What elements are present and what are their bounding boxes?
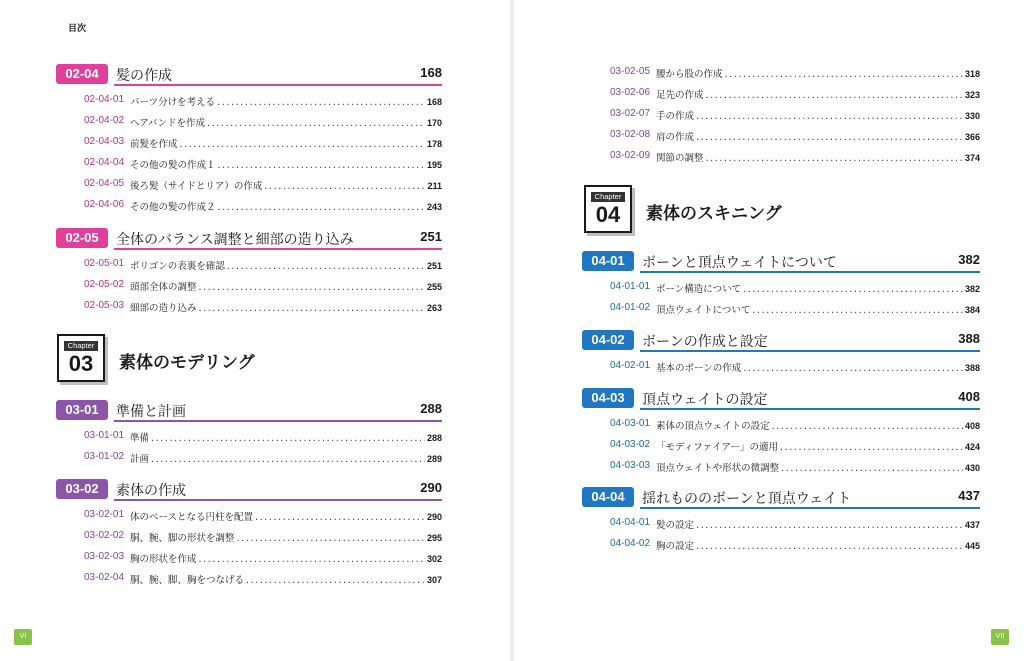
entry-number: 03-02-08: [610, 129, 651, 140]
toc-entry[interactable]: [84, 94, 442, 108]
toc-entry[interactable]: [84, 530, 442, 544]
entry-number: 02-04-05: [84, 178, 125, 189]
section-page: 168: [420, 65, 442, 80]
section-title: 髪の作成: [116, 68, 172, 84]
entry-label: 肩の作成: [656, 132, 695, 143]
entry-page: 437: [964, 520, 980, 530]
section-page: 251: [420, 229, 442, 244]
leader-dots: [696, 541, 963, 552]
entry-page: 382: [964, 284, 980, 294]
leader-dots: [218, 202, 425, 213]
leader-dots: [743, 363, 963, 374]
toc-entry[interactable]: [610, 66, 980, 80]
toc-entry[interactable]: [84, 572, 442, 586]
leader-dots: [772, 421, 963, 432]
leader-dots: [246, 575, 425, 586]
chapter-title: 素体のモデリング: [119, 353, 255, 373]
section-rule: [114, 84, 442, 86]
chapter-box: [584, 185, 632, 233]
entry-page: 263: [426, 303, 442, 313]
entry-number: 03-02-06: [610, 87, 651, 98]
section-rule: [640, 271, 980, 273]
toc-entry[interactable]: [84, 430, 442, 444]
entry-number: 02-05-01: [84, 258, 125, 269]
chapter-box: [57, 334, 105, 382]
leader-dots: [696, 111, 963, 122]
entry-label: 髪の設定: [656, 520, 695, 531]
entry-label: 計画: [130, 454, 150, 465]
entry-number: 03-02-04: [84, 572, 125, 583]
entry-number: 04-04-01: [610, 517, 651, 528]
toc-entry[interactable]: [84, 300, 442, 314]
entry-page: 290: [426, 512, 442, 522]
entry-label: 手の作成: [656, 111, 695, 122]
entry-page: 366: [964, 132, 980, 142]
section-rule: [640, 507, 980, 509]
section-rule: [114, 499, 442, 501]
entry-page: 430: [964, 463, 980, 473]
entry-number: 04-03-02: [610, 439, 651, 450]
leader-dots: [151, 433, 425, 444]
entry-number: 03-02-02: [84, 530, 125, 541]
section-badge: 02-05: [56, 228, 108, 248]
entry-label: ヘアバンドを作成: [130, 118, 205, 129]
toc-entry[interactable]: [610, 439, 980, 453]
entry-label: 頂点ウェイトや形状の微調整: [656, 463, 780, 474]
chapter-title: 素体のスキニング: [646, 204, 782, 224]
entry-label: 頭部全体の調整: [130, 282, 197, 293]
leader-dots: [781, 463, 963, 474]
entry-number: 02-04-02: [84, 115, 125, 126]
leader-dots: [217, 97, 425, 108]
chapter-tag: Chapter: [64, 341, 98, 351]
leader-dots: [199, 554, 425, 565]
section-page: 388: [958, 331, 980, 346]
leader-dots: [218, 160, 425, 171]
entry-number: 03-02-09: [610, 150, 651, 161]
leader-dots: [255, 512, 425, 523]
section-page: 290: [420, 480, 442, 495]
entry-label: 関節の調整: [656, 153, 704, 164]
entry-number: 04-03-01: [610, 418, 651, 429]
entry-number: 03-02-01: [84, 509, 125, 520]
section-rule: [640, 408, 980, 410]
section-title: ボーンの作成と設定: [642, 334, 768, 350]
entry-page: 318: [964, 69, 980, 79]
entry-label: 胸の形状を作成: [130, 554, 197, 565]
entry-page: 424: [964, 442, 980, 452]
entry-label: 胸の設定: [656, 541, 695, 552]
leader-dots: [706, 153, 963, 164]
toc-entry[interactable]: [610, 87, 980, 101]
entry-page: 255: [426, 282, 442, 292]
entry-number: 03-02-07: [610, 108, 651, 119]
chapter-tag: Chapter: [591, 192, 625, 202]
chapter-number: 04: [595, 202, 621, 227]
section-title: 素体の作成: [116, 483, 186, 499]
entry-page: 211: [427, 181, 442, 191]
section-badge: 04-02: [582, 330, 634, 350]
entry-label: ポリゴンの表裏を確認: [130, 261, 225, 272]
toc-entry[interactable]: [610, 281, 980, 295]
entry-page: 288: [426, 433, 442, 443]
section-03-02[interactable]: [56, 479, 442, 499]
leader-dots: [227, 261, 425, 272]
entry-page: 302: [426, 554, 442, 564]
entry-number: 04-03-03: [610, 460, 651, 471]
toc-entry[interactable]: [84, 451, 442, 465]
section-04-03[interactable]: [582, 388, 980, 408]
entry-page: 289: [426, 454, 442, 464]
entry-number: 03-01-02: [84, 451, 125, 462]
entry-number: 02-05-02: [84, 279, 125, 290]
toc-entry[interactable]: [610, 150, 980, 164]
entry-number: 02-04-03: [84, 136, 125, 147]
right-page: [512, 0, 1024, 661]
leader-dots: [151, 454, 425, 465]
section-page: 288: [420, 401, 442, 416]
entry-label: 後ろ髪（サイドとリア）の作成: [130, 181, 263, 192]
toc-entry[interactable]: [84, 199, 442, 213]
entry-label: 細部の造り込み: [130, 303, 197, 314]
leader-dots: [752, 305, 963, 316]
entry-number: 04-04-02: [610, 538, 651, 549]
entry-page: 384: [964, 305, 980, 315]
toc-entry[interactable]: [84, 551, 442, 565]
section-02-04[interactable]: [56, 64, 442, 84]
entry-page: 178: [426, 139, 442, 149]
toc-entry[interactable]: [610, 460, 980, 474]
leader-dots: [725, 69, 963, 80]
chapter-04-heading[interactable]: [584, 185, 974, 237]
section-badge: 04-01: [582, 251, 634, 271]
section-04-04[interactable]: [582, 487, 980, 507]
section-page: 408: [958, 389, 980, 404]
entry-label: ボーン構造について: [656, 284, 742, 295]
leader-dots: [780, 442, 963, 453]
entry-number: 03-02-03: [84, 551, 125, 562]
toc-entry[interactable]: [610, 129, 980, 143]
entry-label: 基本のボーンの作成: [656, 363, 742, 374]
leader-dots: [706, 90, 963, 101]
section-03-01[interactable]: [56, 400, 442, 420]
leader-dots: [743, 284, 963, 295]
entry-label: 胴、腕、脚の形状を調整: [130, 533, 235, 544]
toc-entry[interactable]: [84, 136, 442, 150]
entry-page: 408: [964, 421, 980, 431]
section-rule: [114, 420, 442, 422]
section-04-02[interactable]: [582, 330, 980, 350]
entry-number: 04-01-01: [610, 281, 651, 292]
entry-page: 251: [426, 261, 442, 271]
entry-number: 02-04-04: [84, 157, 125, 168]
entry-label: その他の髪の作成２: [130, 202, 216, 213]
entry-label: 体のベースとなる円柱を配置: [130, 512, 254, 523]
entry-label: 腰から股の作成: [656, 69, 723, 80]
section-page: 382: [958, 252, 980, 267]
toc-entry[interactable]: [610, 108, 980, 122]
toc-entry[interactable]: [84, 157, 442, 171]
entry-number: 02-04-01: [84, 94, 125, 105]
chapter-number: 03: [68, 351, 94, 376]
toc-entry[interactable]: [610, 302, 980, 316]
leader-dots: [207, 118, 425, 129]
toc-entry[interactable]: [610, 418, 980, 432]
entry-page: 295: [426, 533, 442, 543]
entry-label: その他の髪の作成１: [130, 160, 216, 171]
entry-page: 388: [964, 363, 980, 373]
entry-page: 307: [426, 575, 442, 585]
entry-number: 03-02-05: [610, 66, 651, 77]
section-badge: 02-04: [56, 64, 108, 84]
toc-entry[interactable]: [84, 258, 442, 272]
section-rule: [114, 248, 442, 250]
leader-dots: [696, 132, 963, 143]
section-badge: 04-04: [582, 487, 634, 507]
entry-label: 前髪を作成: [130, 139, 178, 150]
toc-entry[interactable]: [84, 279, 442, 293]
entry-page: 195: [426, 160, 442, 170]
toc-entry[interactable]: [84, 115, 442, 129]
entry-number: 02-04-06: [84, 199, 125, 210]
entry-label: 頂点ウェイトについて: [656, 305, 751, 316]
section-rule: [640, 350, 980, 352]
entry-label: 胴、腕、脚、胸をつなげる: [130, 575, 245, 586]
entry-page: 170: [426, 118, 442, 128]
page-header: 目次: [68, 24, 87, 34]
section-title: 頂点ウェイトの設定: [642, 392, 768, 408]
section-title: ボーンと頂点ウェイトについて: [642, 255, 837, 271]
chapter-03-heading[interactable]: [57, 334, 437, 386]
entry-number: 03-01-01: [84, 430, 125, 441]
toc-entry[interactable]: [84, 178, 442, 192]
section-04-01[interactable]: [582, 251, 980, 271]
toc-entry[interactable]: [610, 360, 980, 374]
section-badge: 03-02: [56, 479, 108, 499]
leader-dots: [180, 139, 425, 150]
section-title: 準備と計画: [116, 404, 186, 420]
entry-label: 準備: [130, 433, 150, 444]
section-title: 揺れもののボーンと頂点ウェイト: [642, 491, 852, 507]
leader-dots: [237, 533, 425, 544]
toc-entry[interactable]: [610, 517, 980, 531]
entry-label: 素体の頂点ウェイトの設定: [656, 421, 770, 432]
entry-page: 243: [426, 202, 442, 212]
leader-dots: [199, 282, 425, 293]
entry-page: 330: [964, 111, 980, 121]
entry-label: 「モディファイアー」の適用: [656, 442, 778, 453]
page-folio: VI: [14, 629, 32, 645]
section-title: 全体のバランス調整と細部の造り込み: [116, 232, 354, 248]
entry-number: 02-05-03: [84, 300, 125, 311]
section-badge: 03-01: [56, 400, 108, 420]
entry-page: 168: [426, 97, 442, 107]
entry-label: 足先の作成: [656, 90, 704, 101]
section-02-05[interactable]: [56, 228, 442, 248]
leader-dots: [264, 181, 425, 192]
entry-page: 374: [964, 153, 980, 163]
page-folio: VII: [991, 629, 1009, 645]
entry-page: 323: [964, 90, 980, 100]
section-page: 437: [958, 488, 980, 503]
section-badge: 04-03: [582, 388, 634, 408]
leader-dots: [696, 520, 963, 531]
entry-number: 04-01-02: [610, 302, 651, 313]
entry-page: 445: [964, 541, 980, 551]
leader-dots: [199, 303, 425, 314]
toc-entry[interactable]: [84, 509, 442, 523]
entry-label: パーツ分けを考える: [130, 97, 216, 108]
toc-entry[interactable]: [610, 538, 980, 552]
entry-number: 04-02-01: [610, 360, 651, 371]
